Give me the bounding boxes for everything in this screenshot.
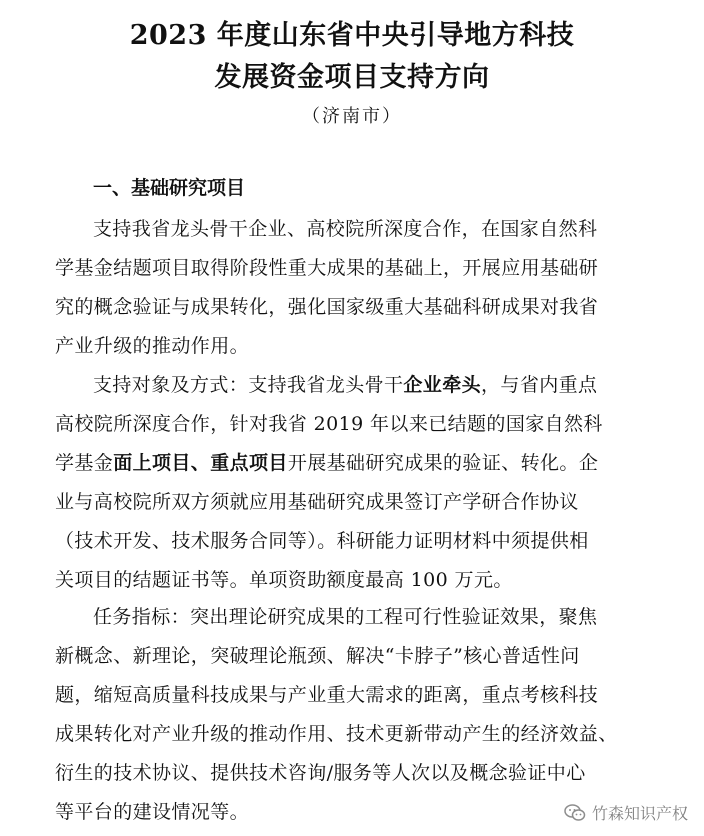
paragraph-3-line-5: 衍生的技术协议、提供技术咨询/服务等人次以及概念验证中心: [55, 762, 586, 784]
paragraph-2: [55, 366, 655, 600]
paragraph-2-line-1-post: ，与省内重点: [481, 374, 598, 396]
paragraph-3: [55, 598, 655, 832]
paragraph-2-line-3-pre: 学基金: [55, 452, 114, 474]
paragraph-2-line-2: 高校院所深度合作，针对我省 2019 年以来已结题的国家自然科: [55, 413, 603, 435]
document-title-line-2: 发展资金项目支持方向: [214, 62, 490, 93]
wechat-icon: [564, 804, 586, 822]
paragraph-2-line-1: [55, 366, 655, 405]
watermark-text: 竹森知识产权: [591, 804, 688, 823]
paragraph-3-line-1: 任务指标：突出理论研究成果的工程可行性验证效果，聚焦: [93, 606, 598, 628]
paragraph-1-line-3: 究的概念验证与成果转化，强化国家级重大基础科研成果对我省: [55, 296, 599, 318]
watermark: [564, 801, 688, 824]
paragraph-3-line-3: 题，缩短高质量科技成果与产业重大需求的距离，重点考核科技: [55, 684, 599, 706]
paragraph-1-line-1: 支持我省龙头骨干企业、高校院所深度合作，在国家自然科: [93, 218, 598, 240]
paragraph-2-bold-enterprise-lead: 企业牵头: [403, 374, 482, 396]
document-subtitle: （济南市）: [302, 106, 402, 127]
paragraph-2-line-3-post: 开展基础研究成果的验证、转化。企: [287, 452, 599, 474]
paragraph-3-line-4: 成果转化对产业升级的推动作用、技术更新带动产生的经济效益、: [55, 723, 618, 745]
paragraph-2-line-3: [55, 444, 655, 483]
paragraph-2-line-4: 业与高校院所双方须就应用基础研究成果签订产学研合作协议: [55, 491, 579, 513]
paragraph-1-line-2: 学基金结题项目取得阶段性重大成果的基础上，开展应用基础研: [55, 257, 599, 279]
paragraph-2-line-6: 关项目的结题证书等。单项资助额度最高 100 万元。: [55, 569, 513, 591]
paragraph-2-line-1-pre: 支持对象及方式：支持我省龙头骨干: [93, 374, 404, 396]
section-heading: 一、基础研究项目: [93, 177, 246, 199]
document-title-line-1: 2023 年度山东省中央引导地方科技: [129, 20, 575, 51]
paragraph-3-line-6: 等平台的建设情况等。: [55, 801, 250, 823]
paragraph-1: [55, 210, 655, 366]
paragraph-2-bold-project-types: 面上项目、重点项目: [113, 452, 288, 474]
paragraph-2-line-5: （技术开发、技术服务合同等）。科研能力证明材料中须提供相: [55, 530, 589, 552]
paragraph-3-line-2: 新概念、新理论，突破理论瓶颈、解决“卡脖子”核心普适性问: [55, 645, 580, 667]
paragraph-1-line-4: 产业升级的推动作用。: [55, 335, 250, 357]
